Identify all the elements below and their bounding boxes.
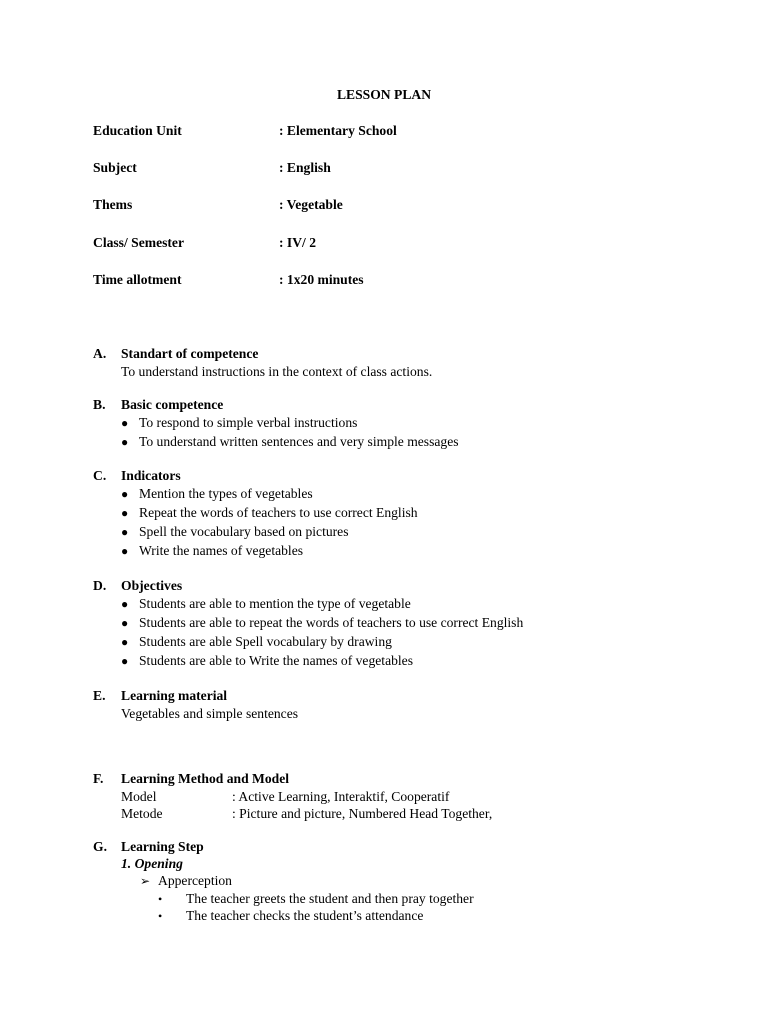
list-item: Write the names of vegetables [139, 543, 304, 558]
bullet-icon: ● [121, 487, 129, 501]
section-d-letter: D. [93, 578, 107, 593]
section-e-heading: Learning material [121, 688, 228, 703]
section-e-text: Vegetables and simple sentences [121, 706, 299, 721]
section-g-letter: G. [93, 839, 107, 854]
info-value-thems: : Vegetable [279, 197, 343, 212]
section-f-letter: F. [93, 771, 104, 786]
section-b-letter: B. [93, 397, 106, 412]
info-label-education-unit: Education Unit [93, 123, 182, 138]
step-opening-heading: 1. Opening [121, 856, 183, 871]
bullet-icon: ● [121, 544, 129, 558]
bullet-icon: ● [121, 635, 129, 649]
bullet-icon: ● [121, 597, 129, 611]
bullet-icon: ● [121, 435, 129, 449]
list-item: Students are able to mention the type of vegetable [139, 596, 411, 611]
section-c-heading: Indicators [121, 468, 181, 483]
section-a-heading: Standart of competence [121, 346, 259, 361]
bullet-icon: ● [121, 616, 129, 630]
info-label-subject: Subject [93, 160, 137, 175]
section-b-heading: Basic competence [121, 397, 224, 412]
section-f-heading: Learning Method and Model [121, 771, 290, 786]
info-label-time-allotment: Time allotment [93, 272, 182, 287]
bullet-icon: ● [121, 506, 129, 520]
arrow-icon: ➢ [140, 874, 151, 888]
list-item: Students are able to repeat the words of teachers to use correct English [139, 615, 524, 630]
method-value-metode: : Picture and picture, Numbered Head Together, [232, 806, 493, 821]
section-c-letter: C. [93, 468, 107, 483]
list-item: Students are able to Write the names of vegetables [139, 653, 414, 668]
bullet-icon: ● [121, 525, 129, 539]
section-e-letter: E. [93, 688, 106, 703]
list-item: To understand written sentences and very simple messages [139, 434, 459, 449]
list-item: Mention the types of vegetables [139, 486, 313, 501]
info-label-class-semester: Class/ Semester [93, 235, 184, 250]
list-item: The teacher greets the student and then pray together [186, 891, 474, 906]
bullet-icon: • [158, 892, 163, 906]
method-value-model: : Active Learning, Interaktif, Cooperatif [232, 789, 450, 804]
list-item: Spell the vocabulary based on pictures [139, 524, 349, 539]
method-label-metode: Metode [121, 806, 163, 821]
bullet-icon: ● [121, 654, 129, 668]
list-item: Students are able Spell vocabulary by drawing [139, 634, 392, 649]
section-d-heading: Objectives [121, 578, 183, 593]
info-value-subject: : English [279, 160, 331, 175]
list-item: Repeat the words of teachers to use correct English [139, 505, 418, 520]
bullet-icon: ● [121, 416, 129, 430]
info-value-class-semester: : IV/ 2 [279, 235, 317, 250]
bullet-icon: • [158, 909, 163, 923]
list-item: The teacher checks the student’s attendance [186, 908, 424, 923]
info-value-time-allotment: : 1x20 minutes [279, 272, 364, 287]
apperception-label: Apperception [158, 873, 232, 888]
info-value-education-unit: : Elementary School [279, 123, 397, 138]
section-a-text: To understand instructions in the context of class actions. [121, 364, 433, 379]
list-item: To respond to simple verbal instructions [139, 415, 358, 430]
section-g-heading: Learning Step [121, 839, 204, 854]
info-label-thems: Thems [93, 197, 133, 212]
section-a-letter: A. [93, 346, 107, 361]
method-label-model: Model [121, 789, 157, 804]
document-title: LESSON PLAN [336, 87, 432, 102]
